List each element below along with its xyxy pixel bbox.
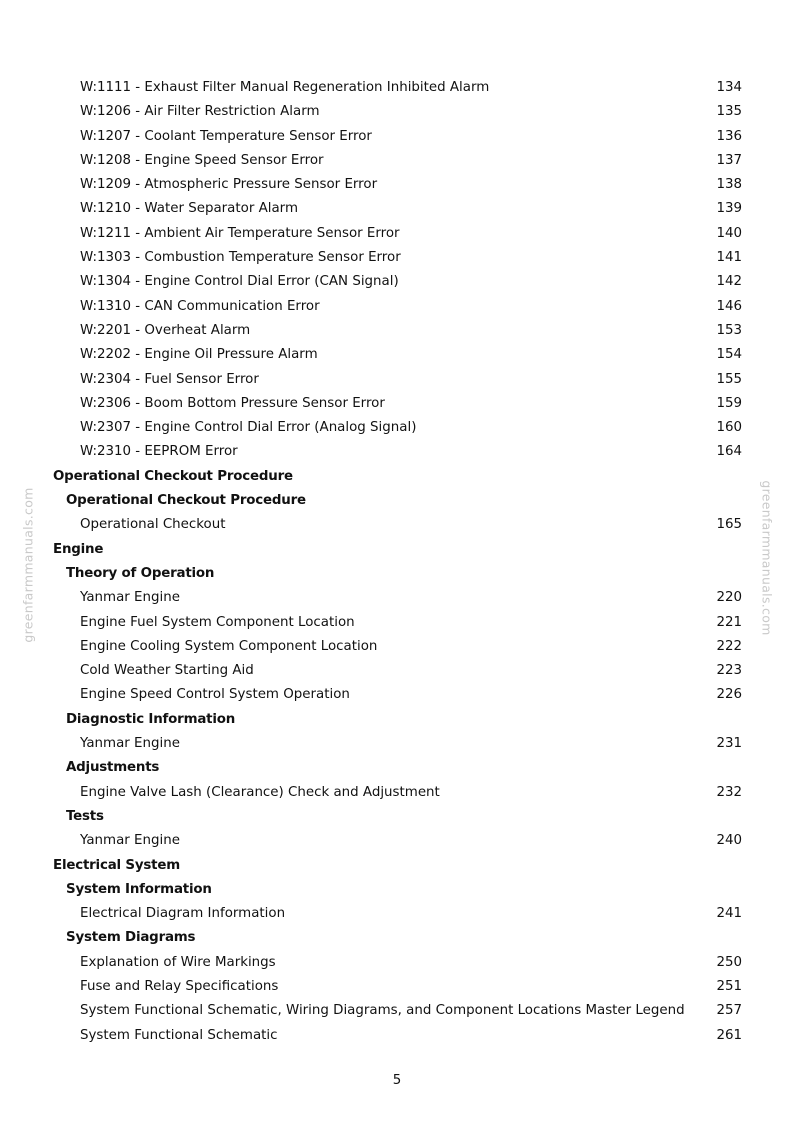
- toc-entry[interactable]: [0, 513, 794, 537]
- toc-entry[interactable]: [0, 440, 794, 464]
- toc-entry-title: W:1310 - CAN Communication Error: [80, 298, 320, 314]
- toc-entry-title: Yanmar Engine: [80, 590, 180, 606]
- toc-entry-title: Operational Checkout: [80, 517, 226, 533]
- toc-entry[interactable]: [0, 975, 794, 999]
- watermark-right: greenfarmmanuals.com: [759, 480, 775, 636]
- toc-entry-page-number: 226: [716, 687, 742, 703]
- toc-entry[interactable]: [0, 781, 794, 805]
- toc-entry[interactable]: [0, 270, 794, 294]
- toc-section-title: Engine: [53, 541, 104, 557]
- toc-section[interactable]: [0, 538, 794, 562]
- toc-subsection-title: Theory of Operation: [66, 565, 215, 581]
- toc-subsection[interactable]: [0, 805, 794, 829]
- toc-entry-title: W:2306 - Boom Bottom Pressure Sensor Error: [80, 395, 385, 411]
- toc-subsection[interactable]: [0, 708, 794, 732]
- toc-entry-title: System Functional Schematic, Wiring Diagrams, and Component Locations Master Legend: [80, 1003, 685, 1019]
- toc-entry-page-number: 142: [716, 274, 742, 290]
- toc-subsection-title: Adjustments: [66, 760, 160, 776]
- toc-entry-title: W:1206 - Air Filter Restriction Alarm: [80, 104, 320, 120]
- toc-entry-page-number: 146: [716, 298, 742, 314]
- toc-entry-title: W:1303 - Combustion Temperature Sensor Error: [80, 250, 401, 266]
- toc-entry-page-number: 159: [716, 395, 742, 411]
- toc-subsection-title: Operational Checkout Procedure: [66, 493, 306, 509]
- toc-entry-title: W:1211 - Ambient Air Temperature Sensor Error: [80, 225, 400, 241]
- toc-entry-page-number: 164: [716, 444, 742, 460]
- toc-entry-title: W:2304 - Fuel Sensor Error: [80, 371, 259, 387]
- toc-section[interactable]: [0, 854, 794, 878]
- toc-entry-title: Explanation of Wire Markings: [80, 954, 276, 970]
- toc-entry[interactable]: [0, 902, 794, 926]
- toc-entry-title: W:1111 - Exhaust Filter Manual Regeneration Inhibited Alarm: [80, 80, 490, 95]
- toc-entry-title: Yanmar Engine: [80, 736, 180, 752]
- toc-entry-title: Electrical Diagram Information: [80, 906, 286, 922]
- toc-entry-title: Yanmar Engine: [80, 833, 180, 849]
- toc-entry-title: W:1209 - Atmospheric Pressure Sensor Error: [80, 177, 378, 193]
- toc-entry[interactable]: [0, 343, 794, 367]
- toc-entry-page-number: 231: [716, 736, 742, 752]
- toc-entry-title: Cold Weather Starting Aid: [80, 663, 254, 679]
- toc-entry-page-number: 223: [716, 663, 742, 679]
- toc-entry-title: System Functional Schematic: [80, 1027, 278, 1043]
- toc-entry[interactable]: [0, 295, 794, 319]
- toc-entry-page-number: 257: [716, 1003, 742, 1019]
- toc-subsection[interactable]: [0, 926, 794, 950]
- toc-entry[interactable]: [0, 829, 794, 853]
- toc-entry-page-number: 154: [716, 347, 742, 363]
- toc-entry-page-number: 220: [716, 590, 742, 606]
- toc-entry-page-number: 165: [716, 517, 742, 533]
- toc-entry-page-number: 140: [716, 225, 742, 241]
- toc-entry-page-number: 155: [716, 371, 742, 387]
- toc-entry-title: W:1207 - Coolant Temperature Sensor Error: [80, 128, 372, 144]
- toc-entry-page-number: 222: [716, 638, 742, 654]
- toc-entry[interactable]: [0, 149, 794, 173]
- toc-entry[interactable]: [0, 100, 794, 124]
- toc-entry-page-number: 240: [716, 833, 742, 849]
- toc-entry-title: W:1210 - Water Separator Alarm: [80, 201, 298, 217]
- toc-entry-title: Engine Speed Control System Operation: [80, 687, 350, 703]
- toc-subsection-title: System Information: [66, 881, 212, 897]
- toc-entry-page-number: 250: [716, 954, 742, 970]
- watermark-left: greenfarmmanuals.com: [20, 487, 36, 643]
- toc-entry[interactable]: [0, 246, 794, 270]
- toc-entry[interactable]: [0, 683, 794, 707]
- toc-entry-page-number: 134: [716, 80, 742, 95]
- toc-subsection[interactable]: [0, 756, 794, 780]
- toc-entry[interactable]: [0, 611, 794, 635]
- toc-entry[interactable]: [0, 173, 794, 197]
- toc-entry-page-number: 241: [716, 906, 742, 922]
- toc-subsection[interactable]: [0, 562, 794, 586]
- toc-entry[interactable]: [0, 659, 794, 683]
- toc-section[interactable]: [0, 465, 794, 489]
- toc-entry-title: W:2310 - EEPROM Error: [80, 444, 238, 460]
- page-number: 5: [392, 1073, 402, 1088]
- toc-entry-title: Fuse and Relay Specifications: [80, 978, 279, 994]
- toc-entry[interactable]: [0, 222, 794, 246]
- toc-entry[interactable]: [0, 125, 794, 149]
- toc-entry[interactable]: [0, 951, 794, 975]
- toc-entry[interactable]: [0, 732, 794, 756]
- toc-entry[interactable]: [0, 368, 794, 392]
- toc-entry[interactable]: [0, 76, 794, 100]
- toc-entry-page-number: 135: [716, 104, 742, 120]
- toc-entry-page-number: 232: [716, 784, 742, 800]
- toc-entry[interactable]: [0, 635, 794, 659]
- toc-entry-page-number: 160: [716, 420, 742, 436]
- toc-entry[interactable]: [0, 586, 794, 610]
- toc-section-title: Operational Checkout Procedure: [53, 468, 293, 484]
- toc-entry[interactable]: [0, 999, 794, 1023]
- toc-entry-page-number: 137: [716, 152, 742, 168]
- toc-entry-title: Engine Fuel System Component Location: [80, 614, 355, 630]
- toc-entry-title: Engine Cooling System Component Location: [80, 638, 378, 654]
- toc-subsection[interactable]: [0, 878, 794, 902]
- toc-entry-title: W:1208 - Engine Speed Sensor Error: [80, 152, 324, 168]
- toc-entry-page-number: 221: [716, 614, 742, 630]
- toc-entry-page-number: 136: [716, 128, 742, 144]
- toc-entry-page-number: 261: [716, 1027, 742, 1043]
- toc-entry-title: W:2201 - Overheat Alarm: [80, 322, 251, 338]
- toc-entry-page-number: 139: [716, 201, 742, 217]
- toc-entry[interactable]: [0, 416, 794, 440]
- toc-entry-page-number: 153: [716, 322, 742, 338]
- table-of-contents: [0, 76, 794, 1048]
- toc-subsection-title: System Diagrams: [66, 930, 196, 946]
- toc-entry-page-number: 138: [716, 177, 742, 193]
- toc-entry[interactable]: [0, 392, 794, 416]
- toc-subsection-title: Tests: [66, 808, 104, 824]
- toc-entry-title: W:2307 - Engine Control Dial Error (Analog Signal): [80, 420, 417, 436]
- toc-entry-title: W:2202 - Engine Oil Pressure Alarm: [80, 347, 318, 363]
- toc-entry[interactable]: [0, 197, 794, 221]
- toc-entry-title: W:1304 - Engine Control Dial Error (CAN Signal): [80, 274, 399, 290]
- toc-entry-page-number: 251: [716, 978, 742, 994]
- toc-subsection-title: Diagnostic Information: [66, 711, 236, 727]
- toc-section-title: Electrical System: [53, 857, 180, 873]
- toc-subsection[interactable]: [0, 489, 794, 513]
- toc-entry[interactable]: [0, 319, 794, 343]
- toc-entry-page-number: 141: [716, 250, 742, 266]
- toc-entry[interactable]: [0, 1024, 794, 1048]
- toc-entry-title: Engine Valve Lash (Clearance) Check and Adjustment: [80, 784, 440, 800]
